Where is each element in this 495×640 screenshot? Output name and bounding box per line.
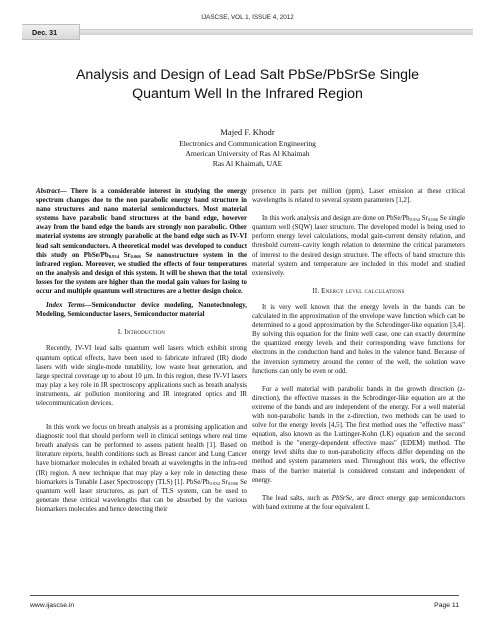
right-p2-sub-2: 0.066 (427, 217, 439, 223)
index-terms-label: Index Terms— (46, 302, 92, 310)
intro-p2-sub-1: 0.934 (209, 480, 220, 486)
title-line-1: Analysis and Design of Lead Salt PbSe/PbSrSe Single (75, 67, 420, 83)
left-column (36, 187, 247, 514)
section-heading-introduction: I. Introduction (117, 329, 166, 337)
right-p2-text-c: Se single quantum well (SQW) laser structure. The developed model is being used to perform energy level calculations, modal gain-current density relation, and threshold current–cavity length relation to determine the critical parameters of interest to the desired design structure. The effects of band structure this material system and temperature are included in this model and studied extensively. (252, 215, 465, 277)
abstract-sub-1: 0.934 (108, 253, 120, 259)
author-university: American University of Ras Al Khaimah (185, 149, 310, 158)
intro-paragraph-1: Recently, IV-VI lead salts quantum well lasers which exhibit strong quantum optical effects, have been used to fabricate infrared (IR) diode lasers with wide single-mode tunability, low waste heat generation, and large spectral coverage up to about 10 µm. In this region, these IV-VI lasers may play a key role in IR spectroscopy applications such as breath analysis instruments, air pollution monitoring and IR integrated optics and IR telecommunication devices. (36, 345, 247, 407)
title-line-2: Quantum Well In the Infrared Region (132, 86, 363, 102)
right-paragraph-1: presence in parts per million (ppm). Laser emission at these critical wavelengths is related to several system parameters [1,2]. (252, 188, 465, 205)
energy-p3-text-a: The lead salts, such as (262, 494, 332, 502)
energy-paragraph-1: It is very well known that the energy levels in the bands can be calculated in the approximation of the envelope wave function which can be determined to a good approximation by the Schrodinger-like equation [3,4]. By solving this equation for the finite well case, one can exactly determine the quantized energy levels and their corresponding wave functions for electrons in the conduction band and holes in the valence band. Because of the inversion symmetry around the center of the well, the solution wave functions can only be even or odd. (252, 303, 465, 375)
energy-p3-text-b: , are direct energy gap semiconductors with band extreme at the four equivalent L (252, 494, 465, 511)
abstract-label: Abstract— (36, 188, 67, 195)
abstract-text-3: Se nanostructure system in the infrared region. Moreover, we studied the effects of four temperatures on the analysis and design of this system. It will be shown that the total losses for the system are higher than the modal gain values for lasing to occur and multiple quantum well structures are a better design choice. (36, 251, 247, 296)
intro-paragraph-2 (36, 423, 247, 514)
right-paragraph-2 (252, 214, 465, 278)
abstract-sub-2: 0.066 (130, 253, 141, 259)
index-terms-text: Semiconductor device modeling, Nanotechnology, Modeling, Semiconductor lasers, Semiconductor material (36, 302, 248, 319)
author-block (0, 127, 495, 169)
index-terms (36, 301, 247, 319)
energy-paragraph-3 (252, 494, 465, 512)
intro-p2-text-c: Se quantum well laser structures, as part of TLS system, can be used to generate these critical wavelengths that can be absorbed by the various biomarkers molecules and hence detecting their (36, 478, 247, 513)
date-tab: Dec. 31 (22, 24, 80, 40)
author-city: Ras Al Khaimah, UAE (212, 159, 283, 168)
energy-paragraph-2: For a well material with parabolic bands in the growth direction (z-direction), the effective masses in the Schrodinger-like equation are at the extreme of the bands and are independent of the energy. For a well material with non-parabolic bands in the z-direction, two methods can be used to solve for the energy levels [4,5]. The first method uses the "effective mass" equation, also known as the Luttinger-Kohn (LK) equation and the second method is the "energy-dependent effective mass" (EDEM) method. The energy level shifts due to non-parabolicity effects differ depending on the method and system parameters used. Throughout this work, the effective mass of the barrier material is considered constant and independent of energy. (252, 385, 465, 484)
abstract-text: There is a considerable interest in studying the energy spectrum changes due to the non parabolic energy band structure in nano structures and nano material semiconductors. Most material systems have parabolic band structures at the band edge, however away from the band edge the bands are strongly non parabolic. Other material systems are strongly parabolic at the band edge such as IV-VI lead salt semiconductors. A theoretical model was developed to conduct this study on PbSe/Pb (36, 188, 247, 259)
abstract-text-2: Sr (119, 251, 131, 259)
intro-p2-text-b: Sr (219, 478, 228, 486)
right-column (252, 187, 465, 512)
journal-header: IJASCSE, VOL 1, ISSUE 4, 2012 (201, 14, 294, 21)
energy-p3-italic: PbSrSe (331, 494, 353, 502)
footer-rule (30, 595, 459, 596)
header-rule (22, 29, 473, 35)
intro-p2-sub-2: 0.066 (227, 480, 239, 486)
author-name: Majed F. Khodr (220, 127, 275, 137)
right-p2-text-a: In this work analysis and design are done on PbSe/Pb (262, 215, 410, 223)
abstract (36, 187, 247, 296)
right-p2-sub-1: 0.934 (409, 217, 420, 223)
footer-website: www.ijascse.in (30, 602, 75, 609)
intro-p2-text-a: In this work we focus on breath analysis as a promising application and diagnostic tool that should perform well in clinical settings where real time breath analysis can be performed to assess patient health [1]. Based on literature reports, health conditions such as Breast cancer and Lung Cancer have biomarker molecules in exhaled breath at wavelengths in the infra-red (IR) region. A new technique that may play a key role in detecting these biomarkers is Tunable Laser Spectroscopy (TLS) [1]. PbSe/Pb (36, 424, 247, 486)
right-p2-text-b: Sr (419, 215, 428, 223)
section-heading-energy-levels: II. Energy level calculations (312, 287, 405, 295)
author-dept: Electronics and Communication Engineering (179, 139, 316, 148)
footer-page-number: Page 11 (434, 602, 459, 609)
paper-title (30, 66, 465, 104)
